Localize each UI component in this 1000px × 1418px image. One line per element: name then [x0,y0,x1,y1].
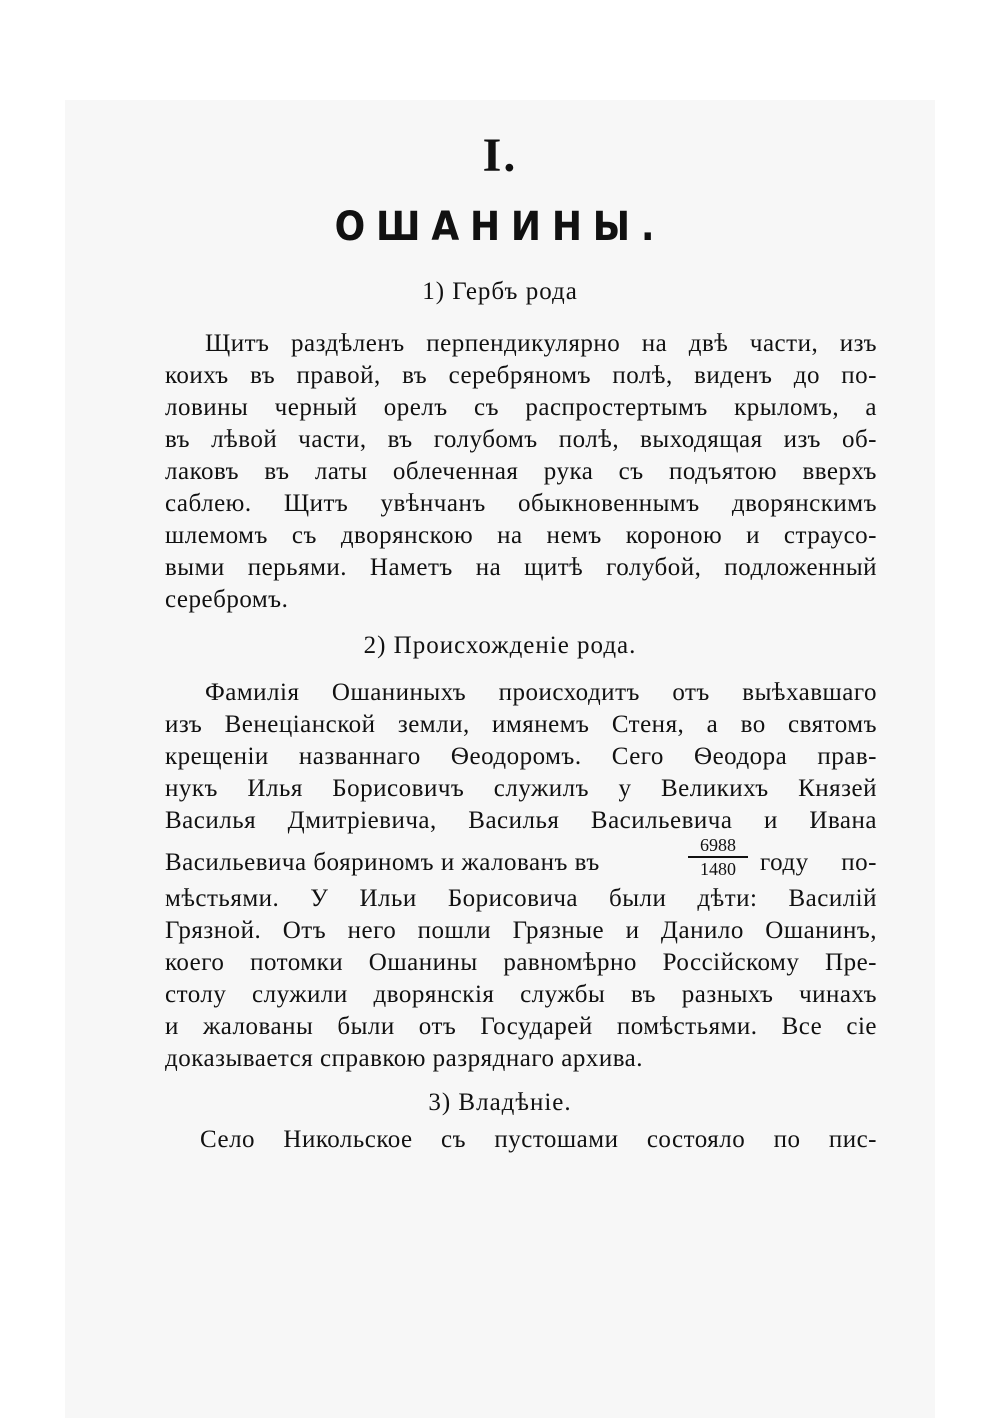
chapter-number: I. [482,129,518,182]
origin-line: Грязной. Отъ него пошли Грязные и Данило Ошанинъ, [165,917,877,944]
arms-line: шлемомъ съ дворянскою на немъ короною и страусо- [165,522,877,549]
section-heading-estate: 3) Владѣніе. [428,1089,572,1116]
family-title: ОШАНИНЫ. [334,204,666,250]
origin-line: году по- [760,849,877,876]
estate-line: Село Никольское съ пустошами состояло по пис- [200,1126,877,1153]
origin-line: Василья Дмитріевича, Василья Васильевича и Ивана [165,807,877,834]
arms-line: коихъ въ правой, въ серебряномъ полѣ, виденъ до по- [165,362,877,389]
origin-line: Фамилія Ошаниныхъ происходитъ отъ выѣхавшаго [205,679,877,706]
arms-line: ловины черный орелъ съ распростертымъ крыломъ, а [165,394,877,421]
arms-line: въ лѣвой части, въ голубомъ полѣ, выходящая изъ об- [165,426,877,453]
arms-line: Щитъ раздѣленъ перпендикулярно на двѣ части, изъ [205,330,877,357]
origin-line: столу служили дворянскія службы въ разныхъ чинахъ [165,981,877,1008]
fraction-numerator: 6988 [688,836,748,858]
date-fraction [688,836,748,878]
section-heading-origin: 2) Происхожденіе рода. [363,632,637,659]
arms-line: саблею. Щитъ увѣнчанъ обыкновеннымъ дворянскимъ [165,490,877,517]
origin-line: нукъ Илья Борисовичъ служилъ у Великихъ Князей [165,775,877,802]
arms-line: выми перьями. Наметъ на щитѣ голубой, подложенный [165,554,877,581]
origin-line: коего потомки Ошанины равномѣрно Россійскому Пре- [165,949,877,976]
origin-line: и жалованы были отъ Государей помѣстьями. Все сіе [165,1013,877,1040]
origin-line: мѣстьями. У Ильи Борисовича были дѣти: Василій [165,885,877,912]
arms-line: серебромъ. [165,586,289,613]
arms-line: лаковъ въ латы облеченная рука съ подъятою вверхъ [165,458,877,485]
origin-line: изъ Венеціанской земли, имянемъ Стеня, а во святомъ [165,711,877,738]
origin-line: Васильевича бояриномъ и жалованъ въ [165,849,600,876]
origin-line: доказывается справкою разряднаго архива. [165,1045,644,1072]
section-heading-arms: 1) Гербъ рода [422,278,578,305]
origin-line: крещеніи названнаго Ѳеодоромъ. Сего Ѳеодора прав- [165,743,877,770]
fraction-denominator: 1480 [700,859,736,879]
